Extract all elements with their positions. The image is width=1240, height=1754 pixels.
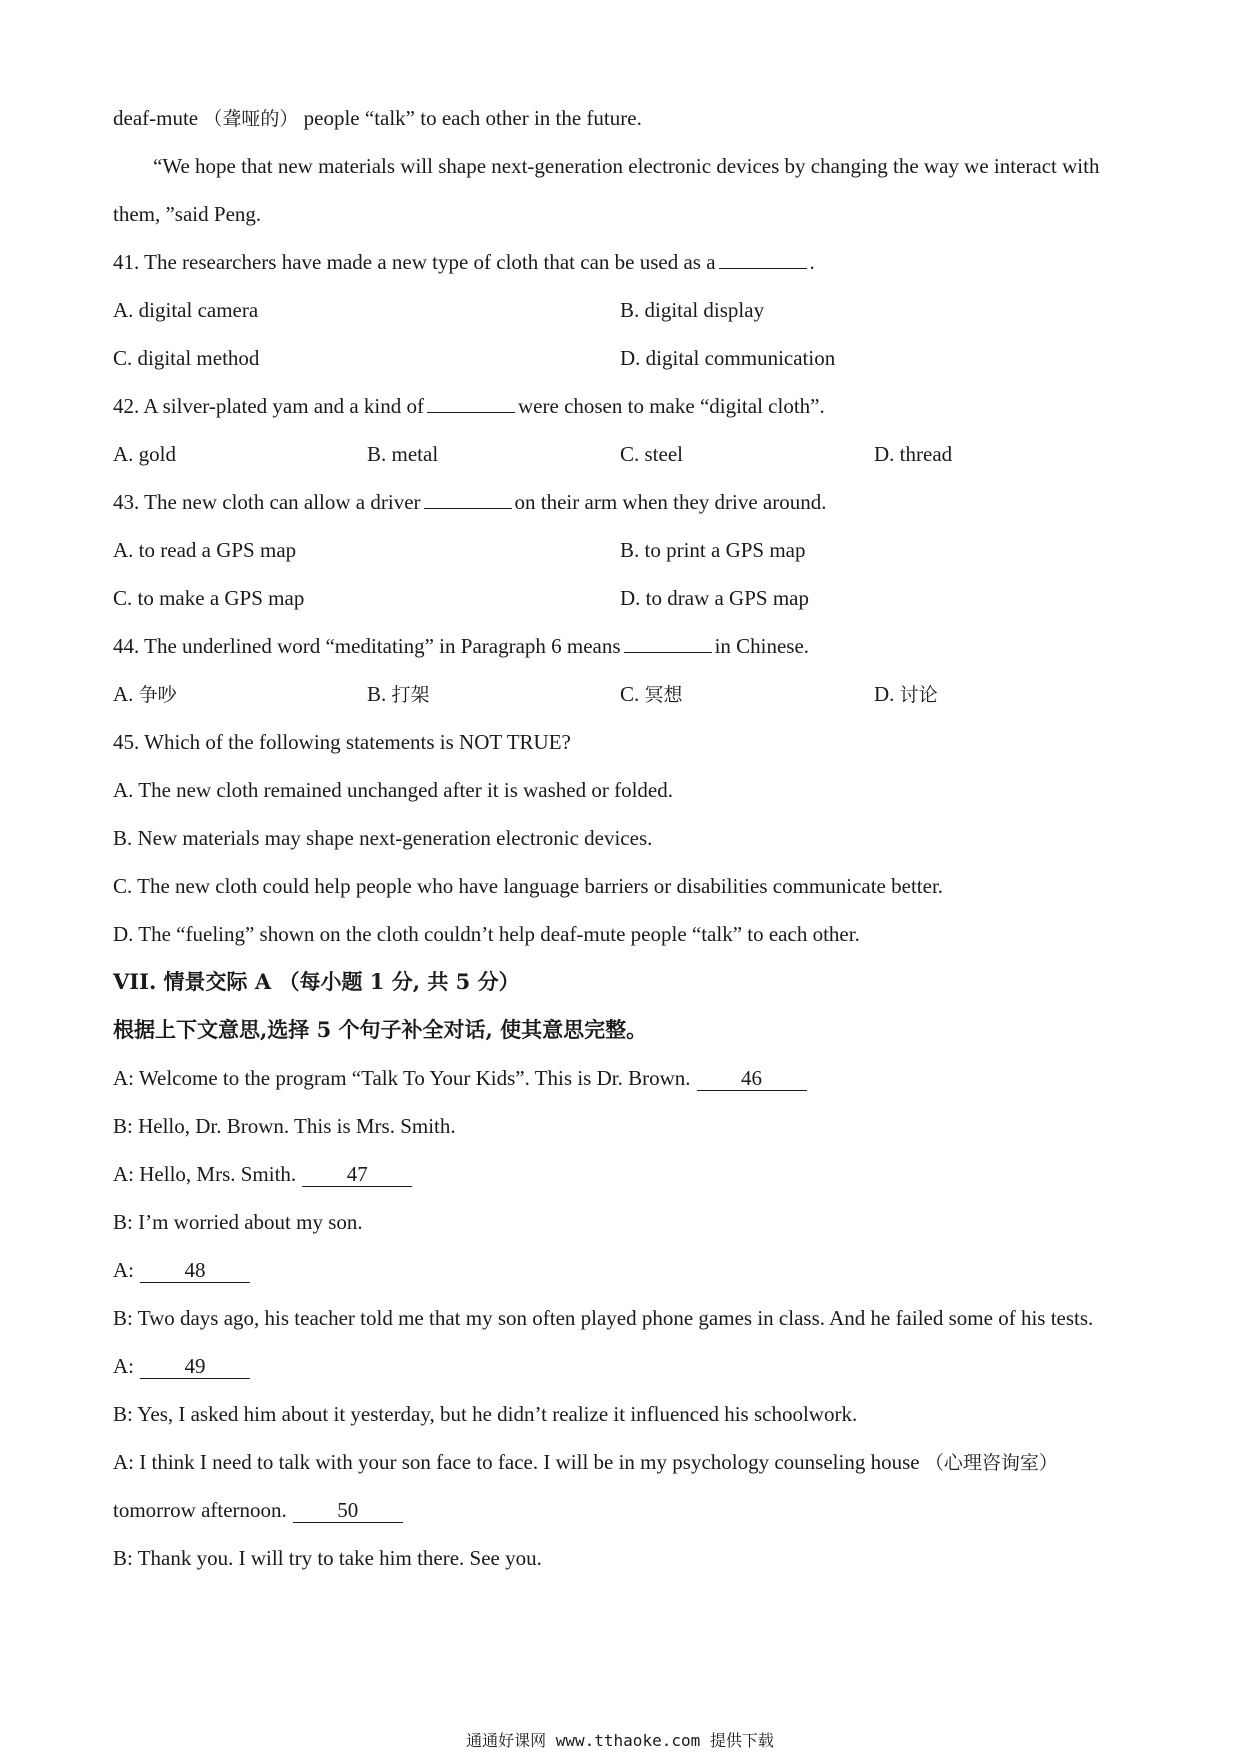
question-41-option-a: A. digital camera [113,298,259,322]
question-42-option-a: A. gold [113,442,176,466]
stem-text: were chosen to make “digital cloth”. [518,394,825,418]
question-42-option-b: B. metal [367,442,439,466]
section-heading: VII. 情景交际 A （每小题 1 分, 共 5 分） [113,969,520,994]
option-letter: B. [367,682,387,706]
dialogue-text: A: [113,1354,134,1378]
question-44-option-d [874,680,938,709]
question-43-option-b: B. to print a GPS map [620,538,806,562]
passage-quote-line-1: “We hope that new materials will shape next-generation electronic devices by changing the way we interact with [153,154,1100,178]
dialogue-line-2: B: Hello, Dr. Brown. This is Mrs. Smith. [113,1114,456,1138]
answer-blank [427,394,515,413]
question-43-stem [113,488,827,516]
answer-blank-49: 49 [140,1354,250,1379]
dialogue-line-10 [113,1496,403,1524]
passage-text: people “talk” to each other in the future. [303,106,642,130]
section-instruction: 根据上下文意思,选择 5 个句子补全对话, 使其意思完整。 [113,1017,648,1042]
question-43-option-d: D. to draw a GPS map [620,586,809,610]
question-45-option-d: D. The “fueling” shown on the cloth couldn’t help deaf-mute people “talk” to each other. [113,922,860,946]
question-42-option-d: D. thread [874,442,953,466]
question-44-option-b [367,680,430,709]
dialogue-line-11: B: Thank you. I will try to take him there. See you. [113,1546,542,1570]
dialogue-line-5 [113,1256,250,1284]
answer-blank [424,490,512,509]
question-44-option-a [113,680,177,709]
dialogue-cn-gloss: （心理咨询室） [924,1452,1058,1474]
dialogue-text: A: [113,1258,134,1282]
question-43-option-a: A. to read a GPS map [113,538,297,562]
stem-text: in Chinese. [714,634,810,658]
question-45-option-c: C. The new cloth could help people who have language barriers or disabilities communicate better. [113,874,944,898]
question-43-option-c: C. to make a GPS map [113,586,305,610]
passage-quote-line-2: them, ”said Peng. [113,202,262,226]
answer-blank [719,250,807,269]
answer-blank-48: 48 [140,1258,250,1283]
dialogue-line-1 [113,1064,807,1092]
option-letter: D. [874,682,895,706]
question-41-stem [113,248,815,276]
dialogue-text: A: Hello, Mrs. Smith. [113,1162,297,1186]
answer-blank-47: 47 [302,1162,412,1187]
option-cn-text: 冥想 [644,684,683,706]
stem-text: . [809,250,815,274]
dialogue-line-3 [113,1160,412,1188]
dialogue-text: A: Welcome to the program “Talk To Your Kids”. This is Dr. Brown. [113,1066,691,1090]
answer-blank-50: 50 [293,1498,403,1523]
passage-text: deaf-mute [113,106,199,130]
answer-blank-46: 46 [697,1066,807,1091]
dialogue-text: A: I think I need to talk with your son face to face. I will be in my psychology counseling house [113,1450,920,1474]
option-cn-text: 争吵 [138,684,177,706]
option-letter: A. [113,682,134,706]
question-41-option-d: D. digital communication [620,346,836,370]
option-letter: C. [620,682,640,706]
dialogue-line-9 [113,1448,1058,1477]
question-42-option-c: C. steel [620,442,683,466]
question-41-option-b: B. digital display [620,298,765,322]
dialogue-line-7 [113,1352,250,1380]
option-cn-text: 打架 [391,684,430,706]
question-41-option-c: C. digital method [113,346,260,370]
stem-text: 42. A silver-plated yam and a kind of [113,394,425,418]
stem-text: on their arm when they drive around. [514,490,827,514]
question-45-option-b: B. New materials may shape next-generation electronic devices. [113,826,653,850]
stem-text: 44. The underlined word “meditating” in Paragraph 6 means [113,634,621,658]
dialogue-text: tomorrow afternoon. [113,1498,287,1522]
stem-text: 41. The researchers have made a new type of cloth that can be used as a [113,250,716,274]
dialogue-line-6: B: Two days ago, his teacher told me that my son often played phone games in class. And he failed some of his tests. [113,1306,1094,1330]
question-45-option-a: A. The new cloth remained unchanged after it is washed or folded. [113,778,674,802]
question-45-stem: 45. Which of the following statements is NOT TRUE? [113,730,571,754]
question-42-stem [113,392,825,420]
page-footer: 通通好课网 www.tthaoke.com 提供下载 [466,1731,774,1750]
dialogue-line-4: B: I’m worried about my son. [113,1210,363,1234]
option-cn-text: 讨论 [899,684,938,706]
passage-cn-gloss: （聋哑的） [203,108,299,130]
passage-line-1 [113,104,642,133]
question-44-option-c [620,680,683,709]
question-44-stem [113,632,809,660]
answer-blank [624,634,712,653]
dialogue-line-8: B: Yes, I asked him about it yesterday, but he didn’t realize it influenced his schoolwork. [113,1402,858,1426]
stem-text: 43. The new cloth can allow a driver [113,490,421,514]
